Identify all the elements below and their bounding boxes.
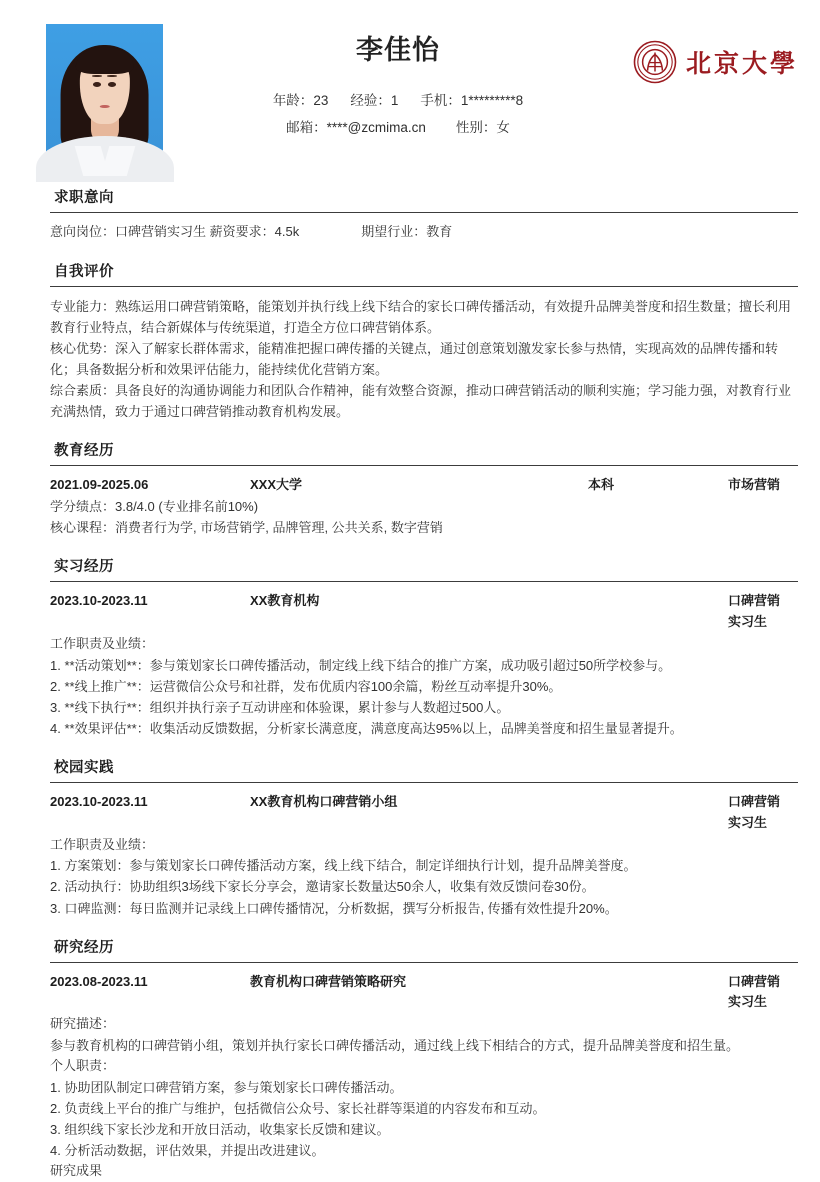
campus-org: XX教育机构口碑营销小组: [250, 794, 398, 810]
research-date: 2023.08-2023.11: [50, 973, 148, 989]
target-position-label: 意向岗位：: [50, 224, 116, 239]
education-gpa: 学分绩点：3.8/4.0 (专业排名前10%): [50, 498, 259, 514]
email-label: 邮箱：: [286, 119, 327, 135]
section-divider: [50, 286, 798, 287]
section-divider: [50, 581, 798, 582]
campus-bullets: [50, 855, 792, 918]
section-self-evaluation: [0, 260, 820, 422]
section-divider: [50, 782, 798, 783]
section-divider: [50, 465, 798, 466]
section-title-research: 研究经历: [54, 939, 114, 956]
section-divider: [50, 212, 798, 213]
research-role: 口碑营销实习生: [728, 973, 781, 1010]
education-school: XXX大学: [250, 477, 303, 493]
industry-value: 教育: [426, 224, 453, 239]
education-major: 市场营销: [728, 477, 781, 493]
list-item: 1. 协助团队制定口碑营销方案，参与策划家长口碑传播活动。: [50, 1079, 403, 1095]
section-title-internship: 实习经历: [54, 559, 114, 576]
section-title-campus-practice: 校园实践: [54, 760, 114, 777]
list-item: 2. 活动执行：协助组织3场线下家长分享会，邀请家长数量达50余人，收集有效反馈问卷30份。: [50, 879, 595, 895]
internship-bullets: [50, 655, 792, 739]
university-logo: [633, 18, 798, 84]
industry-label: 期望行业：: [361, 224, 427, 239]
gender-value: 女: [496, 119, 510, 135]
id-photo-image: [46, 24, 163, 176]
section-title-job-intention: 求职意向: [54, 190, 114, 206]
section-education: [0, 439, 820, 538]
education-degree: 本科: [588, 477, 615, 493]
target-position-value: 口碑营销实习生: [115, 224, 207, 239]
research-entry-header: [50, 972, 792, 1014]
section-title-self-evaluation: 自我评价: [54, 263, 114, 280]
research-topic: 教育机构口碑营销策略研究: [250, 973, 407, 989]
education-courses: 核心课程：消费者行为学, 市场营销学, 品牌管理, 公共关系, 数字营销: [50, 519, 443, 535]
list-item: 2. **线上推广**：运营微信公众号和社群，发布优质内容100余篇，粉丝互动率提升30%。: [50, 678, 562, 694]
campus-subheading: 工作职责及业绩：: [50, 836, 155, 852]
internship-entry-header: [50, 591, 792, 633]
email-value: ****@zcmima.cn: [326, 119, 426, 135]
section-internship: [0, 555, 820, 739]
contact-row-primary: [163, 88, 633, 114]
section-research: [0, 936, 820, 1182]
research-results-label: 研究成果: [50, 1163, 103, 1178]
phone-value: 1*********8: [460, 93, 524, 109]
age-label: 年龄：: [272, 93, 314, 109]
self-eval-paragraph: 核心优势：深入了解家长群体需求，能精准把握口碑传播的关键点，通过创意策划激发家长参与热情，实现高效的品牌传播和转化；具备数据分析和效果评估能力，能持续优化营销方案。: [50, 340, 779, 377]
candidate-name: 李佳怡: [356, 35, 440, 65]
job-intention-row: [50, 222, 792, 243]
internship-subheading: 工作职责及业绩：: [50, 636, 155, 652]
research-duties-label: 个人职责：: [50, 1058, 116, 1074]
list-item: 1. 方案策划：参与策划家长口碑传播活动方案，线上线下结合，制定详细执行计划，提升品牌美誉度。: [50, 858, 637, 874]
list-item: 1. **活动策划**：参与策划家长口碑传播活动，制定线上线下结合的推广方案，成功吸引超过50所学校参与。: [50, 657, 672, 673]
self-eval-paragraph: 专业能力：熟练运用口碑营销策略，能策划并执行线上线下结合的家长口碑传播活动，有效提升品牌美誉度和招生数量；擅长利用教育行业特点，结合新媒体与传统渠道，打造全方位口碑营销体系。: [50, 298, 792, 335]
internship-org: XX教育机构: [250, 593, 320, 609]
salary-label: 薪资要求：: [209, 224, 275, 239]
section-title-education: 教育经历: [54, 443, 114, 460]
campus-entry-header: [50, 792, 792, 834]
gender-label: 性别：: [455, 119, 497, 135]
list-item: 3. 组织线下家长沙龙和开放日活动，收集家长反馈和建议。: [50, 1121, 390, 1137]
list-item: 3. 口碑监测：每日监测并记录线上口碑传播情况，分析数据，撰写分析报告, 传播有效性提升20%。: [50, 900, 618, 916]
education-entry-header: [50, 475, 792, 496]
internship-date: 2023.10-2023.11: [50, 593, 148, 609]
self-eval-paragraph: 综合素质：具备良好的沟通协调能力和团队合作精神，能有效整合资源，推动口碑营销活动的顺利实施；学习能力强，对教育行业充满热情，致力于通过口碑营销推动教育机构发展。: [50, 382, 792, 420]
experience-value: 1: [390, 93, 399, 109]
campus-role: 口碑营销实习生: [728, 794, 781, 830]
list-item: 2. 负责线上平台的推广与维护，包括微信公众号、家长社群等渠道的内容发布和互动。: [50, 1100, 546, 1116]
list-item: 4. 分析活动数据，评估效果，并提出改进建议。: [50, 1142, 325, 1158]
campus-date: 2023.10-2023.11: [50, 794, 148, 810]
experience-label: 经验：: [350, 93, 391, 109]
resume-header: [0, 0, 820, 186]
section-campus-practice: [0, 756, 820, 919]
internship-role: 口碑营销实习生: [728, 593, 781, 630]
section-job-intention: [0, 186, 820, 243]
age-value: 23: [313, 93, 329, 109]
list-item: 4. **效果评估**：收集活动反馈数据，分析家长满意度，满意度高达95%以上，品牌美誉度和招生量显著提升。: [50, 721, 683, 736]
candidate-photo: [46, 24, 163, 176]
phone-label: 手机：: [420, 93, 461, 109]
section-divider: [50, 962, 798, 963]
research-duties: [50, 1077, 792, 1161]
list-item: 3. **线下执行**：组织并执行亲子互动讲座和体验课，累计参与人数超过500人。: [50, 699, 510, 715]
salary-value: 4.5k: [274, 224, 300, 239]
research-description-label: 研究描述：: [50, 1016, 116, 1032]
header-identity: [163, 18, 633, 141]
education-date: 2021.09-2025.06: [50, 477, 149, 493]
contact-row-secondary: [163, 115, 633, 141]
research-description: 参与教育机构的口碑营销小组，策划并执行家长口碑传播活动，通过线上线下相结合的方式，提升品牌美誉度和招生量。: [50, 1037, 740, 1053]
university-name: 北京大學: [686, 49, 799, 78]
university-seal-icon: [633, 40, 677, 84]
